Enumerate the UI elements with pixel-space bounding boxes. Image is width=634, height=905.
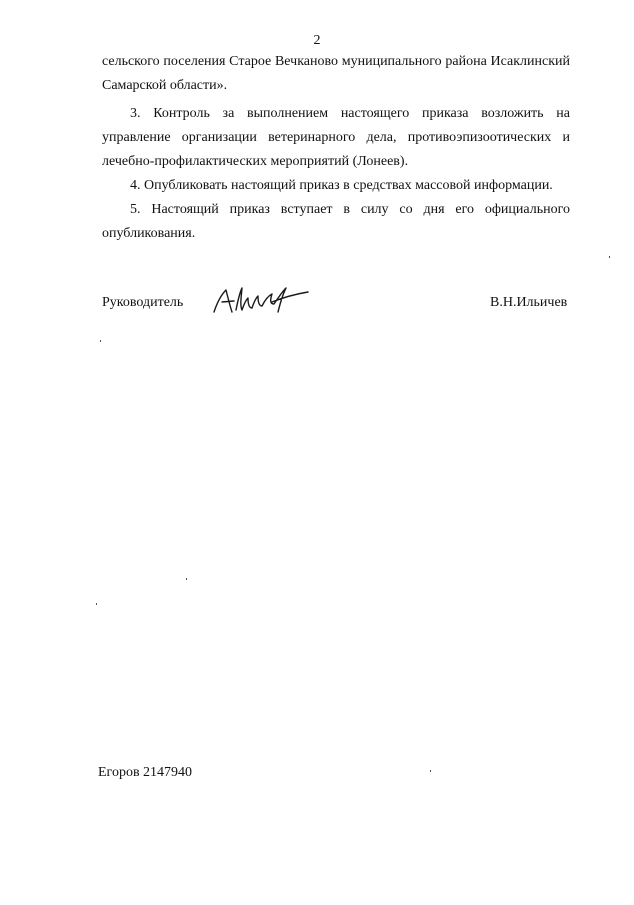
- executor-footer: Егоров 2147940: [98, 765, 193, 780]
- paragraph-3-line-3: лечебно-профилактических мероприятий (Лонеев).: [102, 154, 409, 169]
- paragraph-2-line-1: сельского поселения Старое Вечканово муниципального района Исаклинский: [102, 54, 570, 69]
- scan-speck: [100, 340, 101, 342]
- page-number: 2: [313, 33, 321, 48]
- paragraph-2-line-2: Самарской области».: [102, 78, 228, 93]
- signatory-role: Руководитель: [102, 295, 184, 310]
- scan-speck: [96, 603, 97, 605]
- paragraph-5-line-1: 5. Настоящий приказ вступает в силу со дня его официального: [130, 202, 570, 217]
- scan-speck: [430, 770, 431, 772]
- paragraph-3-line-1: 3. Контроль за выполнением настоящего приказа возложить на: [130, 106, 570, 121]
- handwritten-signature: [210, 282, 310, 318]
- paragraph-3-line-2: управление организации ветеринарного дела, противоэпизоотических и: [102, 130, 570, 145]
- paragraph-4-line-1: 4. Опубликовать настоящий приказ в средствах массовой информации.: [130, 178, 553, 193]
- signatory-name: В.Н.Ильичев: [490, 295, 568, 310]
- paragraph-5-line-2: опубликования.: [102, 226, 196, 241]
- scan-speck: [186, 578, 187, 580]
- scan-speck: [609, 256, 610, 258]
